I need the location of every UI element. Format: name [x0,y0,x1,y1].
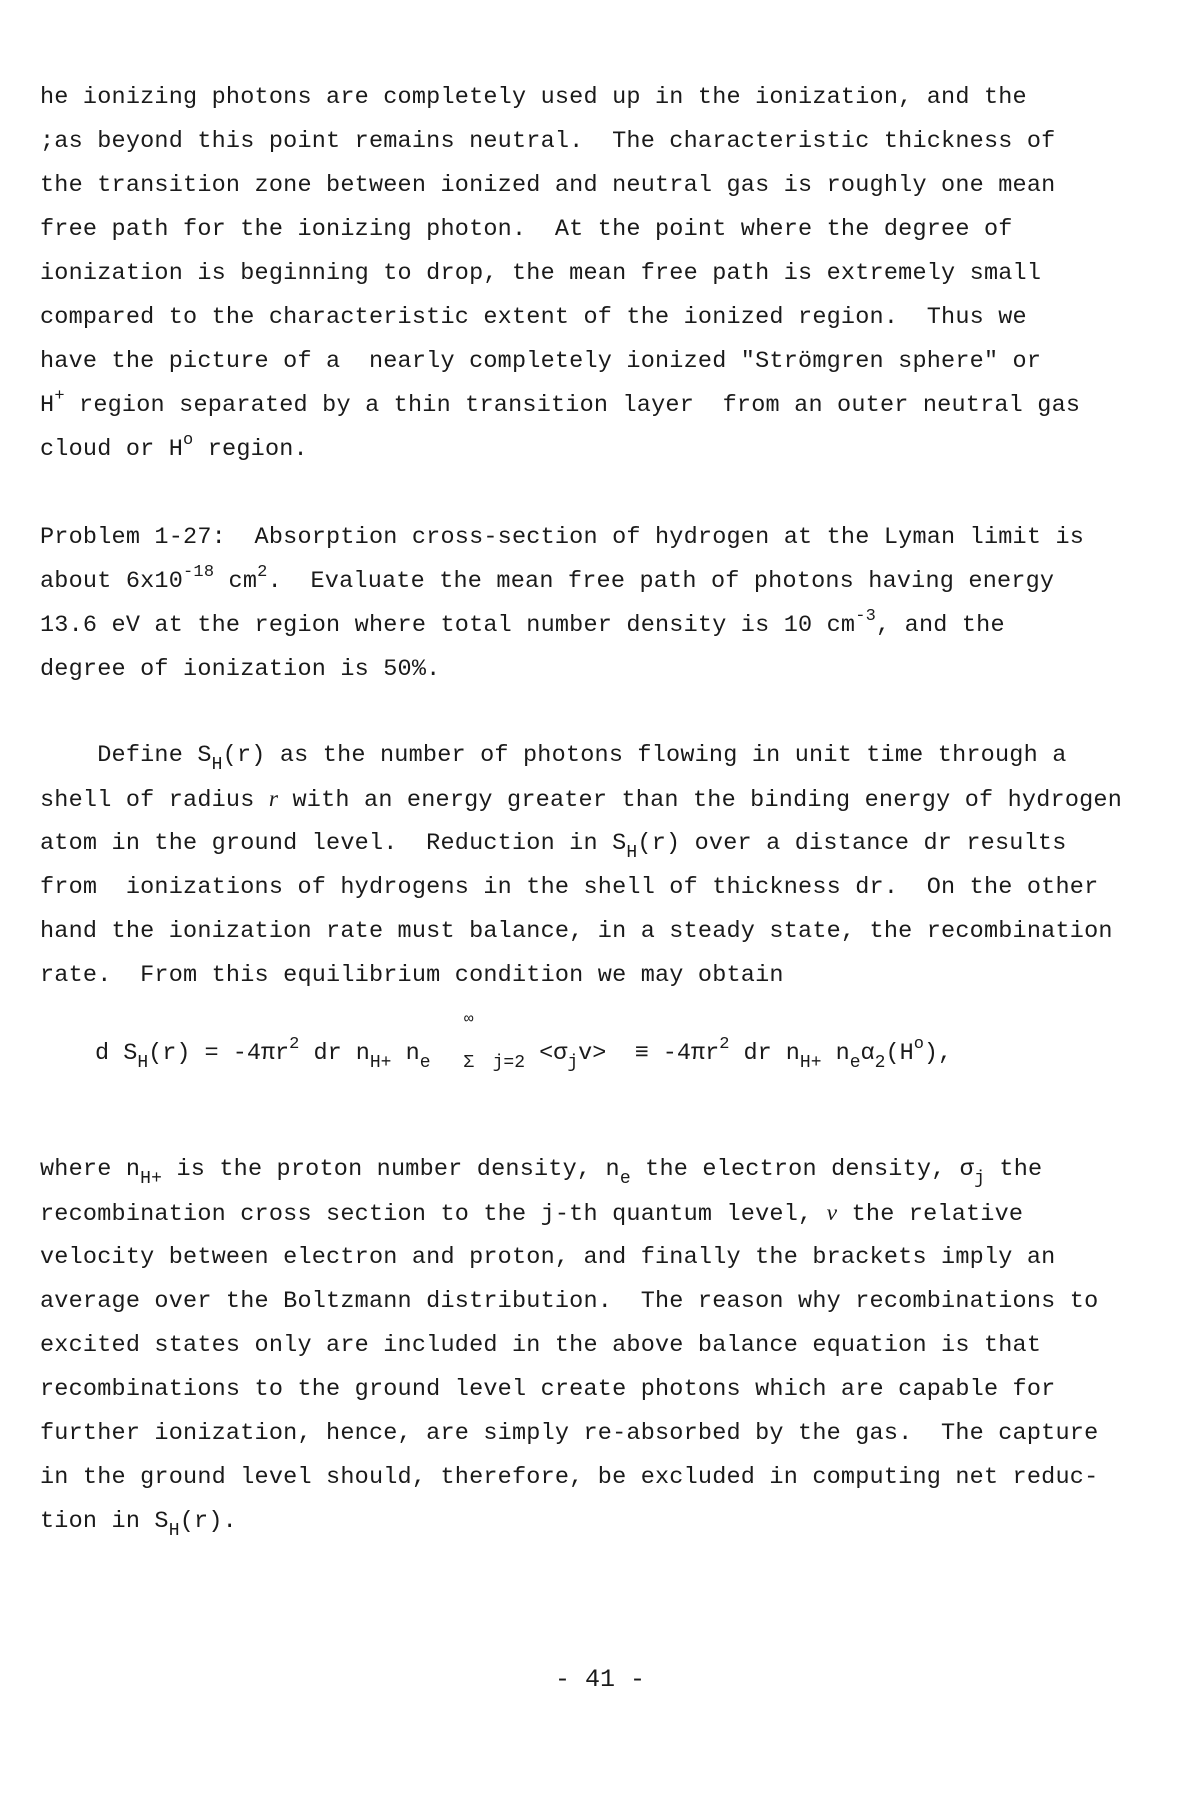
text-fragment: . Evaluate the mean free path of photons having energy [267,568,1055,595]
eq-part: d S [95,1040,138,1067]
eq-part: n [821,1040,850,1067]
text-fragment: about 6x10 [40,568,184,595]
problem-heading-line: Problem 1-27: Absorption cross-section of hydrogen at the Lyman limit is [40,524,1085,551]
subscript: H [168,1521,180,1541]
subscript: j [974,1169,986,1189]
text-fragment: cm [214,568,258,595]
text-fragment: cloud or H [40,436,184,463]
eq-part: v> ≡ -4πr [578,1040,720,1067]
text-line [40,742,1067,775]
subscript: H [626,843,638,863]
subscript: H+ [140,1169,163,1189]
eq-part: ), [923,1040,953,1067]
text-fragment: region separated by a thin transition layer from an outer neutral gas [64,392,1081,419]
text-fragment: the electron density, σ [630,1156,975,1183]
text-line [40,431,308,463]
subscript: H [211,755,223,775]
sum-upper-limit: ∞ [463,1010,474,1028]
text-line [40,563,1055,595]
eq-part: <σ [525,1040,568,1067]
subscript: e [849,1053,861,1073]
text-line: further ionization, hence, are simply re-absorbed by the gas. The capture [40,1420,1099,1447]
summation [445,1010,493,1073]
text-fragment: tion in S [40,1508,169,1535]
superscript: 2 [719,1035,730,1054]
superscript: o [913,1035,924,1054]
text-line: degree of ionization is 50%. [40,656,441,683]
eq-part: dr n [729,1040,800,1067]
text-line: the transition zone between ionized and neutral gas is roughly one mean [40,172,1056,199]
text-line [40,607,1005,639]
text-line: rate. From this equilibrium condition we may obtain [40,962,784,989]
text-fragment: (r). [179,1508,237,1535]
text-fragment: shell of radius [40,787,269,814]
subscript: e [419,1053,431,1073]
text-line: velocity between electron and proton, and finally the brackets imply an [40,1244,1056,1271]
text-fragment: H [40,392,55,419]
text-line [40,1200,1023,1228]
eq-part: α [860,1040,875,1067]
text-fragment: the relative [837,1201,1024,1228]
text-line: recombinations to the ground level create photons which are capable for [40,1376,1056,1403]
subscript: H+ [369,1053,392,1073]
text-line: free path for the ionizing photon. At the point where the degree of [40,216,1013,243]
superscript: 2 [289,1035,300,1054]
text-line [40,1508,237,1541]
subscript: e [619,1169,631,1189]
superscript: + [54,387,65,406]
eq-part: (H [885,1040,914,1067]
text-fragment: 13.6 eV at the region where total number density is 10 cm [40,612,856,639]
text-fragment: with an energy greater than the binding energy of hydrogen [278,787,1123,814]
text-fragment: , and the [876,612,1005,639]
text-line: in the ground level should, therefore, be excluded in computing net reduc- [40,1464,1099,1491]
eq-part: (r) = -4πr [148,1040,290,1067]
page-number: - 41 - [554,1665,645,1694]
sum-symbol: Σ [463,1053,475,1073]
superscript: 2 [257,563,268,582]
eq-part: n [391,1040,420,1067]
text-line [40,786,1122,814]
text-fragment: the [985,1156,1043,1183]
text-line: compared to the characteristic extent of the ionized region. Thus we [40,304,1027,331]
text-line: excited states only are included in the above balance equation is that [40,1332,1042,1359]
text-line: he ionizing photons are completely used up in the ionization, and the [40,84,1027,111]
text-line [40,387,1081,419]
superscript: o [183,431,194,450]
text-line [40,1156,1043,1189]
text-line: have the picture of a nearly completely ionized "Strömgren sphere" or [40,348,1042,375]
text-line [40,830,1067,863]
text-line: from ionizations of hydrogens in the shell of thickness dr. On the other [40,874,1099,901]
superscript: -3 [855,607,877,626]
subscript: 2 [874,1053,886,1073]
text-fragment: is the proton number density, n [162,1156,620,1183]
text-fragment: (r) as the number of photons flowing in unit time through a [222,742,1067,769]
text-line: average over the Boltzmann distribution. The reason why recombinations to [40,1288,1099,1315]
eq-part: dr n [299,1040,370,1067]
text-line: ionization is beginning to drop, the mean free path is extremely small [40,260,1042,287]
subscript: j [567,1053,579,1073]
text-fragment: Define S [40,742,212,769]
balance-equation [95,1010,953,1073]
text-fragment: (r) over a distance dr results [637,830,1067,857]
italic-variable: r [268,786,279,812]
text-fragment: atom in the ground level. Reduction in S [40,830,627,857]
subscript: H [137,1053,149,1073]
text-fragment: where n [40,1156,141,1183]
text-line: ;as beyond this point remains neutral. The characteristic thickness of [40,128,1056,155]
italic-variable: v [826,1200,838,1226]
text-fragment: region. [193,436,308,463]
text-fragment: recombination cross section to the j-th quantum level, [40,1201,827,1228]
sum-lower-limit: j=2 [492,1053,526,1073]
superscript: -18 [183,563,215,582]
subscript: H+ [799,1053,822,1073]
text-line: hand the ionization rate must balance, in a steady state, the recombination [40,918,1113,945]
